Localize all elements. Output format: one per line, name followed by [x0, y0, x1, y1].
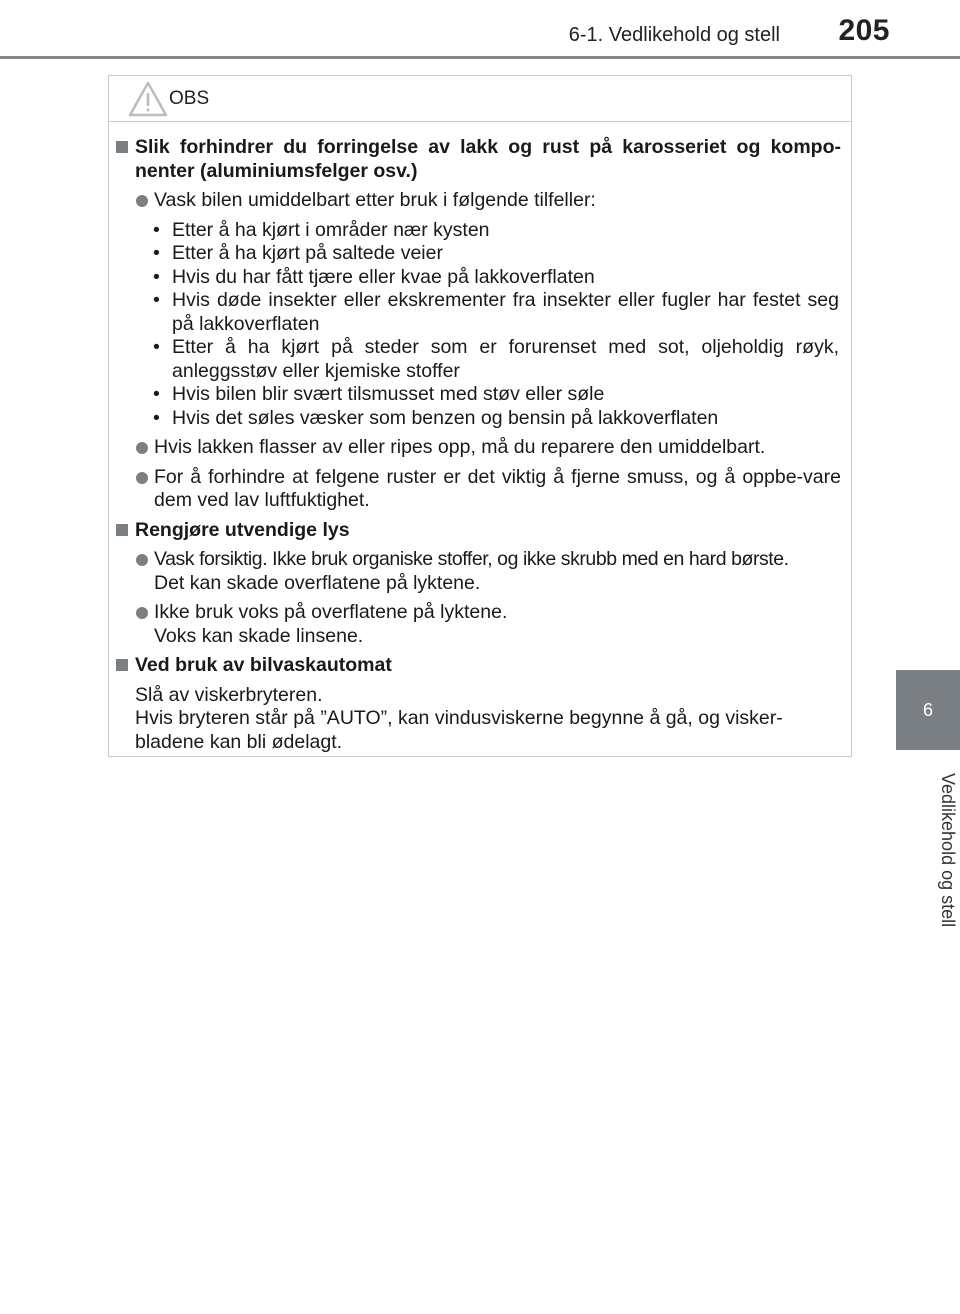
round-bullet-icon [136, 472, 148, 484]
paragraph-line: Hvis bryteren står på ”AUTO”, kan vindusviskerne begynne å gå, og visker- [135, 707, 783, 729]
square-bullet-icon [116, 141, 128, 153]
sub-list-item: • Hvis du har fått tjære eller kvae på lakkoverflaten [109, 266, 851, 290]
list-item [109, 436, 851, 460]
round-bullet-icon [136, 195, 148, 207]
item-text: Det kan skade overflatene på lyktene. [154, 571, 481, 594]
heading-text: Ved bruk av bilvaskautomat [135, 654, 392, 676]
chapter-title-vertical: Vedlikehold og stell [938, 772, 958, 928]
sub-list-item: • Etter å ha kjørt i områder nær kysten [109, 219, 851, 243]
sub-list-item: • Hvis det søles væsker som benzen og bensin på lakkoverflaten [109, 407, 851, 431]
item-text: Hvis lakken flasser av eller ripes opp, må du reparere den umiddelbart. [154, 436, 766, 458]
header-rule [0, 56, 960, 59]
square-bullet-icon [116, 659, 128, 671]
page-number: 205 [838, 14, 890, 47]
list-item [109, 548, 851, 595]
list-item [109, 466, 851, 513]
caution-title: OBS [169, 88, 210, 109]
round-bullet-icon [136, 442, 148, 454]
section-heading-car-wash [109, 654, 851, 678]
list-item [109, 189, 851, 213]
car-wash-paragraph [109, 684, 851, 755]
section-heading-exterior-lights [109, 519, 851, 543]
chapter-number-tab: 6 [896, 670, 960, 750]
sub-list [109, 219, 851, 431]
sub-list-item: • Hvis døde insekter eller ekskrementer fra insekter eller fugler har festet seg på lakkoverflaten [109, 289, 851, 336]
sub-list-item: • Hvis bilen blir svært tilsmusset med støv eller søle [109, 383, 851, 407]
round-bullet-icon [136, 607, 148, 619]
square-bullet-icon [116, 524, 128, 536]
item-text: Ikke bruk voks på overflatene på lyktene. [154, 601, 508, 623]
paragraph-line: Slå av viskerbryteren. [135, 683, 323, 706]
heading-text: Slik forhindrer du forringelse av lakk og rust på karosseriet og kompo-nenter (aluminiumsfelger osv.) [135, 136, 841, 182]
item-text: Voks kan skade linsene. [154, 624, 364, 647]
caution-box [108, 75, 852, 757]
item-text: For å forhindre at felgene ruster er det viktig å fjerne smuss, og å oppbe-vare dem ved lav luftfuktighet. [154, 465, 841, 511]
caution-header [109, 76, 851, 122]
sub-list-item: • Etter å ha kjørt på steder som er forurenset med sot, oljeholdig røyk, anleggsstøv eller kjemiske stoffer [109, 336, 851, 383]
sub-list-item: • Etter å ha kjørt på saltede veier [109, 242, 851, 266]
warning-triangle-icon [128, 81, 168, 117]
paragraph-line: bladene kan bli ødelagt. [135, 730, 343, 753]
section-heading-paint-rust [109, 136, 851, 183]
round-bullet-icon [136, 554, 148, 566]
caution-body [109, 136, 851, 760]
item-text: Vask forsiktig. Ikke bruk organiske stoffer, og ikke skrubb med en hard børste. [154, 548, 789, 570]
section-title: 6-1. Vedlikehold og stell [568, 24, 780, 46]
list-item [109, 601, 851, 648]
heading-text: Rengjøre utvendige lys [135, 518, 350, 541]
item-text: Vask bilen umiddelbart etter bruk i følgende tilfeller: [154, 189, 596, 211]
